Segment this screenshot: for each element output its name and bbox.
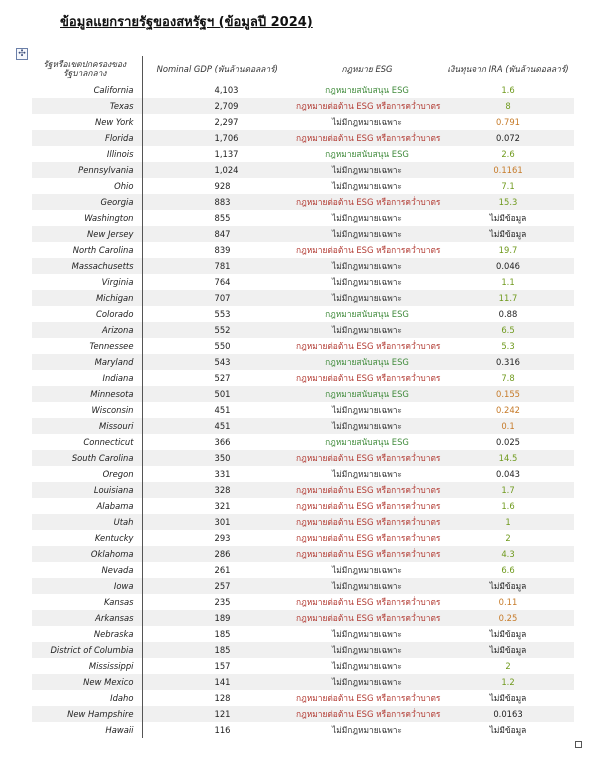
state-cell: Colorado xyxy=(32,306,142,322)
gdp-cell: 553 xyxy=(214,309,231,319)
ira-cell: 1.6 xyxy=(501,85,515,95)
gdp-cell: 707 xyxy=(142,290,292,306)
law-cell: ไม่มีกฎหมายเฉพาะ xyxy=(292,162,442,178)
law-cell: ไม่มีกฎหมายเฉพาะ xyxy=(332,725,402,735)
state-cell: Utah xyxy=(32,514,142,530)
table-move-handle-icon[interactable]: ✣ xyxy=(16,48,28,60)
table-row xyxy=(32,434,574,450)
state-cell: Massachusetts xyxy=(32,258,142,274)
gdp-cell: 257 xyxy=(142,578,292,594)
ira-cell: 0.242 xyxy=(496,405,520,415)
state-cell: South Carolina xyxy=(32,450,142,466)
state-cell: California xyxy=(32,82,142,98)
state-cell: North Carolina xyxy=(32,242,142,258)
ira-cell: 2 xyxy=(505,533,511,543)
ira-cell: ไม่มีข้อมูล xyxy=(489,629,527,639)
state-cell: Illinois xyxy=(32,146,142,162)
ira-cell: 0.155 xyxy=(442,386,574,402)
ira-cell: ไม่มีข้อมูล xyxy=(489,693,527,703)
state-cell: Hawaii xyxy=(32,722,142,738)
table-row xyxy=(32,306,574,322)
ira-cell: 1.1 xyxy=(501,277,515,287)
law-cell: ไม่มีกฎหมายเฉพาะ xyxy=(292,290,442,306)
gdp-cell: 2,709 xyxy=(142,98,292,114)
document-title: ข้อมูลแยกรายรัฐของสหรัฐฯ (ข้อมูลปี 2024) xyxy=(60,15,313,30)
state-cell: Iowa xyxy=(32,578,142,594)
gdp-cell: 301 xyxy=(142,514,292,530)
law-cell: ไม่มีกฎหมายเฉพาะ xyxy=(332,405,402,415)
gdp-cell: 121 xyxy=(142,706,292,722)
law-cell: ไม่มีกฎหมายเฉพาะ xyxy=(332,661,402,671)
law-cell: ไม่มีกฎหมายเฉพาะ xyxy=(292,322,442,338)
law-cell: กฎหมายต่อต้าน ESG หรือการคว่ำบาตร xyxy=(292,194,442,210)
gdp-cell: 366 xyxy=(214,437,231,447)
table-row xyxy=(32,642,574,658)
table-row xyxy=(32,354,574,370)
law-cell: กฎหมายต่อต้าน ESG หรือการคว่ำบาตร xyxy=(292,98,442,114)
header-state: รัฐหรือเขตปกครองของ รัฐบาลกลาง xyxy=(32,56,142,82)
state-cell: Connecticut xyxy=(32,434,142,450)
law-cell: กฎหมายสนับสนุน ESG xyxy=(292,354,442,370)
gdp-cell: 4,103 xyxy=(214,85,239,95)
ira-cell: 0.043 xyxy=(496,469,520,479)
law-cell: ไม่มีกฎหมายเฉพาะ xyxy=(332,213,402,223)
law-cell: กฎหมายต่อต้าน ESG หรือการคว่ำบาตร xyxy=(292,546,442,562)
ira-cell: 0.11 xyxy=(498,597,518,607)
gdp-cell: 451 xyxy=(142,418,292,434)
law-cell: กฎหมายต่อต้าน ESG หรือการคว่ำบาตร xyxy=(292,610,442,626)
table-row xyxy=(32,338,574,354)
esg-state-table xyxy=(32,56,574,738)
ira-cell: 1.7 xyxy=(442,482,574,498)
state-cell: Arkansas xyxy=(32,610,142,626)
table-row xyxy=(32,194,574,210)
table-row xyxy=(32,706,574,722)
table-row xyxy=(32,290,574,306)
table-row xyxy=(32,498,574,514)
ira-cell: 1 xyxy=(442,514,574,530)
law-cell: กฎหมายต่อต้าน ESG หรือการคว่ำบาตร xyxy=(296,597,441,607)
gdp-cell: 235 xyxy=(214,597,231,607)
law-cell: ไม่มีกฎหมายเฉพาะ xyxy=(292,674,442,690)
table-row xyxy=(32,226,574,242)
state-cell: Washington xyxy=(32,210,142,226)
ira-cell: 7.8 xyxy=(501,373,515,383)
ira-cell: 6.6 xyxy=(501,565,515,575)
law-cell: กฎหมายต่อต้าน ESG หรือการคว่ำบาตร xyxy=(296,373,441,383)
table-row xyxy=(32,450,574,466)
table-row xyxy=(32,130,574,146)
ira-cell: 1.2 xyxy=(442,674,574,690)
ira-cell: 5.3 xyxy=(501,341,515,351)
state-cell: New Jersey xyxy=(32,226,142,242)
state-cell: Pennsylvania xyxy=(32,162,142,178)
ira-cell: 15.3 xyxy=(442,194,574,210)
law-cell: ไม่มีกฎหมายเฉพาะ xyxy=(292,642,442,658)
ira-cell: 7.1 xyxy=(501,181,515,191)
state-cell: Nevada xyxy=(32,562,142,578)
table-row xyxy=(32,626,574,642)
table-row xyxy=(32,610,574,626)
gdp-cell: 928 xyxy=(214,181,231,191)
table-row xyxy=(32,530,574,546)
gdp-cell: 261 xyxy=(214,565,231,575)
state-cell: Nebraska xyxy=(32,626,142,642)
gdp-cell: 350 xyxy=(142,450,292,466)
law-cell: ไม่มีกฎหมายเฉพาะ xyxy=(332,181,402,191)
gdp-cell: 839 xyxy=(214,245,231,255)
ira-cell: 0.072 xyxy=(442,130,574,146)
table-row xyxy=(32,98,574,114)
state-cell: Georgia xyxy=(32,194,142,210)
state-cell: Alabama xyxy=(32,498,142,514)
law-cell: ไม่มีกฎหมายเฉพาะ xyxy=(332,277,402,287)
table-row xyxy=(32,546,574,562)
gdp-cell: 883 xyxy=(142,194,292,210)
gdp-cell: 1,706 xyxy=(142,130,292,146)
header-row xyxy=(32,56,574,82)
gdp-cell: 286 xyxy=(142,546,292,562)
state-cell: New Hampshire xyxy=(32,706,142,722)
ira-cell: 0.1161 xyxy=(442,162,574,178)
ira-cell: 4.3 xyxy=(442,546,574,562)
law-cell: กฎหมายต่อต้าน ESG หรือการคว่ำบาตร xyxy=(292,706,442,722)
gdp-cell: 764 xyxy=(214,277,231,287)
gdp-cell: 550 xyxy=(214,341,231,351)
ira-cell: 8 xyxy=(442,98,574,114)
table-row xyxy=(32,322,574,338)
ira-cell: 0.25 xyxy=(442,610,574,626)
ira-cell: ไม่มีข้อมูล xyxy=(442,578,574,594)
law-cell: กฎหมายต่อต้าน ESG หรือการคว่ำบาตร xyxy=(296,693,441,703)
table-row xyxy=(32,162,574,178)
gdp-cell: 451 xyxy=(214,405,231,415)
table-row xyxy=(32,242,574,258)
ira-cell: 0.316 xyxy=(442,354,574,370)
state-cell: Kentucky xyxy=(32,530,142,546)
state-cell: Florida xyxy=(32,130,142,146)
state-cell: Maryland xyxy=(32,354,142,370)
state-cell: Oregon xyxy=(32,466,142,482)
ira-cell: 0.025 xyxy=(496,437,520,447)
state-cell: Texas xyxy=(32,98,142,114)
law-cell: ไม่มีกฎหมายเฉพาะ xyxy=(332,565,402,575)
ira-cell: 11.7 xyxy=(442,290,574,306)
law-cell: ไม่มีกฎหมายเฉพาะ xyxy=(332,469,402,479)
state-cell: Kansas xyxy=(32,594,142,610)
law-cell: กฎหมายต่อต้าน ESG หรือการคว่ำบาตร xyxy=(296,341,441,351)
state-cell: Oklahoma xyxy=(32,546,142,562)
table-row xyxy=(32,562,574,578)
ira-cell: ไม่มีข้อมูล xyxy=(442,642,574,658)
gdp-cell: 185 xyxy=(142,642,292,658)
ira-cell: ไม่มีข้อมูล xyxy=(442,226,574,242)
gdp-cell: 855 xyxy=(214,213,231,223)
table-row xyxy=(32,402,574,418)
ira-cell: 0.046 xyxy=(442,258,574,274)
table-row xyxy=(32,178,574,194)
gdp-cell: 116 xyxy=(214,725,231,735)
table-row xyxy=(32,482,574,498)
gdp-cell: 189 xyxy=(142,610,292,626)
law-cell: กฎหมายต่อต้าน ESG หรือการคว่ำบาตร xyxy=(296,501,441,511)
law-cell: กฎหมายสนับสนุน ESG xyxy=(325,149,409,159)
table-row xyxy=(32,690,574,706)
table-row xyxy=(32,386,574,402)
gdp-cell: 543 xyxy=(142,354,292,370)
header-ira: เงินทุนจาก IRA (พันล้านดอลลาร์) xyxy=(447,63,569,74)
state-cell: Minnesota xyxy=(32,386,142,402)
gdp-cell: 1,024 xyxy=(142,162,292,178)
gdp-cell: 321 xyxy=(214,501,231,511)
table-row xyxy=(32,370,574,386)
law-cell: กฎหมายต่อต้าน ESG หรือการคว่ำบาตร xyxy=(296,245,441,255)
table-row xyxy=(32,82,574,98)
state-cell: Idaho xyxy=(32,690,142,706)
state-cell: New York xyxy=(32,114,142,130)
law-cell: กฎหมายต่อต้าน ESG หรือการคว่ำบาตร xyxy=(296,533,441,543)
law-cell: กฎหมายต่อต้าน ESG หรือการคว่ำบาตร xyxy=(292,130,442,146)
gdp-cell: 128 xyxy=(214,693,231,703)
table-resize-handle[interactable] xyxy=(575,741,582,748)
gdp-cell: 2,297 xyxy=(214,117,239,127)
state-cell: Missouri xyxy=(32,418,142,434)
state-cell: Indiana xyxy=(32,370,142,386)
gdp-cell: 527 xyxy=(214,373,231,383)
law-cell: กฎหมายสนับสนุน ESG xyxy=(325,309,409,319)
law-cell: ไม่มีกฎหมายเฉพาะ xyxy=(292,258,442,274)
ira-cell: 2.6 xyxy=(501,149,515,159)
table-row xyxy=(32,146,574,162)
table-row xyxy=(32,514,574,530)
state-cell: Louisiana xyxy=(32,482,142,498)
ira-cell: 2 xyxy=(505,661,511,671)
table-row xyxy=(32,722,574,738)
ira-cell: ไม่มีข้อมูล xyxy=(489,213,527,223)
ira-cell: 14.5 xyxy=(442,450,574,466)
state-cell: Virginia xyxy=(32,274,142,290)
ira-cell: 1.6 xyxy=(501,501,515,511)
table-row xyxy=(32,258,574,274)
law-cell: กฎหมายต่อต้าน ESG หรือการคว่ำบาตร xyxy=(292,514,442,530)
table-row xyxy=(32,578,574,594)
law-cell: กฎหมายสนับสนุน ESG xyxy=(325,437,409,447)
ira-cell: 0.88 xyxy=(498,309,518,319)
law-cell: กฎหมายสนับสนุน ESG xyxy=(325,85,409,95)
law-cell: ไม่มีกฎหมายเฉพาะ xyxy=(332,629,402,639)
header-law: กฎหมาย ESG xyxy=(341,63,393,74)
law-cell: กฎหมายต่อต้าน ESG หรือการคว่ำบาตร xyxy=(292,482,442,498)
gdp-cell: 781 xyxy=(142,258,292,274)
table-row xyxy=(32,418,574,434)
gdp-cell: 847 xyxy=(142,226,292,242)
law-cell: ไม่มีกฎหมายเฉพาะ xyxy=(292,226,442,242)
law-cell: กฎหมายต่อต้าน ESG หรือการคว่ำบาตร xyxy=(292,450,442,466)
state-cell: District of Columbia xyxy=(32,642,142,658)
law-cell: ไม่มีกฎหมายเฉพาะ xyxy=(292,578,442,594)
ira-cell: ไม่มีข้อมูล xyxy=(489,725,527,735)
header-gdp: Nominal GDP (พันล้านดอลลาร์) xyxy=(156,63,278,74)
state-cell: New Mexico xyxy=(32,674,142,690)
table-row xyxy=(32,674,574,690)
table-row xyxy=(32,466,574,482)
table-row xyxy=(32,594,574,610)
ira-cell: 19.7 xyxy=(498,245,518,255)
gdp-cell: 157 xyxy=(214,661,231,671)
state-cell: Wisconsin xyxy=(32,402,142,418)
ira-cell: 0.1 xyxy=(442,418,574,434)
gdp-cell: 141 xyxy=(142,674,292,690)
state-cell: Tennessee xyxy=(32,338,142,354)
state-cell: Michigan xyxy=(32,290,142,306)
law-cell: กฎหมายสนับสนุน ESG xyxy=(292,386,442,402)
gdp-cell: 1,137 xyxy=(214,149,239,159)
ira-cell: 6.5 xyxy=(442,322,574,338)
law-cell: ไม่มีกฎหมายเฉพาะ xyxy=(332,117,402,127)
table-row xyxy=(32,210,574,226)
state-cell: Arizona xyxy=(32,322,142,338)
gdp-cell: 501 xyxy=(142,386,292,402)
table-row xyxy=(32,658,574,674)
ira-cell: 0.0163 xyxy=(442,706,574,722)
law-cell: ไม่มีกฎหมายเฉพาะ xyxy=(292,418,442,434)
ira-cell: 0.791 xyxy=(496,117,520,127)
table-row xyxy=(32,114,574,130)
gdp-cell: 185 xyxy=(214,629,231,639)
gdp-cell: 293 xyxy=(214,533,231,543)
gdp-cell: 552 xyxy=(142,322,292,338)
gdp-cell: 331 xyxy=(214,469,231,479)
state-cell: Ohio xyxy=(32,178,142,194)
state-cell: Mississippi xyxy=(32,658,142,674)
gdp-cell: 328 xyxy=(142,482,292,498)
table-row xyxy=(32,274,574,290)
